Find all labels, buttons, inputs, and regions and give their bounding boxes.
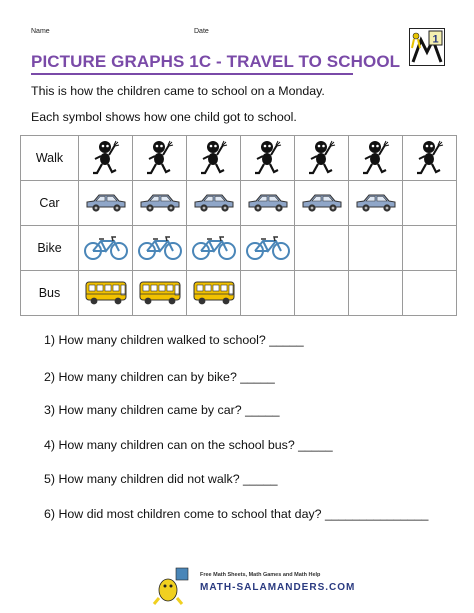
salamander-mascot-icon <box>150 566 200 606</box>
walking-child-icon <box>187 136 241 181</box>
car-icon <box>295 181 349 226</box>
empty-cell <box>403 226 457 271</box>
empty-cell <box>241 271 295 316</box>
car-icon <box>133 181 187 226</box>
walking-child-icon <box>241 136 295 181</box>
page-title: PICTURE GRAPHS 1C - TRAVEL TO SCHOOL <box>31 52 401 71</box>
graph-row-car <box>21 181 457 226</box>
question-2: 2) How many children can by bike? _____ <box>44 370 275 384</box>
category-label: Bike <box>21 226 79 271</box>
walking-child-icon <box>133 136 187 181</box>
question-4: 4) How many children can on the school bus? _____ <box>44 438 333 452</box>
empty-cell <box>349 226 403 271</box>
walking-child-icon <box>79 136 133 181</box>
category-label: Car <box>21 181 79 226</box>
title-underline <box>31 73 353 75</box>
name-label: Name <box>31 28 50 35</box>
graph-row-walk <box>21 136 457 181</box>
empty-cell <box>349 271 403 316</box>
question-6: 6) How did most children come to school that day? _______________ <box>44 507 429 521</box>
empty-cell <box>295 271 349 316</box>
walking-child-icon <box>295 136 349 181</box>
question-5: 5) How many children did not walk? _____ <box>44 472 278 486</box>
car-icon <box>349 181 403 226</box>
car-icon <box>241 181 295 226</box>
walking-child-icon <box>403 136 457 181</box>
intro-line-2: Each symbol shows how one child got to school. <box>31 110 297 124</box>
school-bus-icon <box>133 271 187 316</box>
date-label: Date <box>194 28 209 35</box>
footer-brand: MATH-SALAMANDERS.COM <box>200 582 356 593</box>
bicycle-icon <box>133 226 187 271</box>
empty-cell <box>403 181 457 226</box>
bicycle-icon <box>241 226 295 271</box>
grade-logo <box>409 28 445 66</box>
graph-row-bus <box>21 271 457 316</box>
intro-line-1: This is how the children came to school on a Monday. <box>31 84 325 98</box>
category-label: Bus <box>21 271 79 316</box>
car-icon <box>187 181 241 226</box>
school-bus-icon <box>187 271 241 316</box>
graph-row-bike <box>21 226 457 271</box>
school-bus-icon <box>79 271 133 316</box>
question-1: 1) How many children walked to school? _____ <box>44 333 304 347</box>
car-icon <box>79 181 133 226</box>
grade-number: 1 <box>432 33 439 46</box>
footer-tagline: Free Math Sheets, Math Games and Math Help <box>200 572 321 578</box>
question-3: 3) How many children came by car? _____ <box>44 403 280 417</box>
bicycle-icon <box>79 226 133 271</box>
empty-cell <box>295 226 349 271</box>
empty-cell <box>403 271 457 316</box>
category-label: Walk <box>21 136 79 181</box>
walking-child-icon <box>349 136 403 181</box>
picture-graph-table <box>20 135 457 316</box>
bicycle-icon <box>187 226 241 271</box>
